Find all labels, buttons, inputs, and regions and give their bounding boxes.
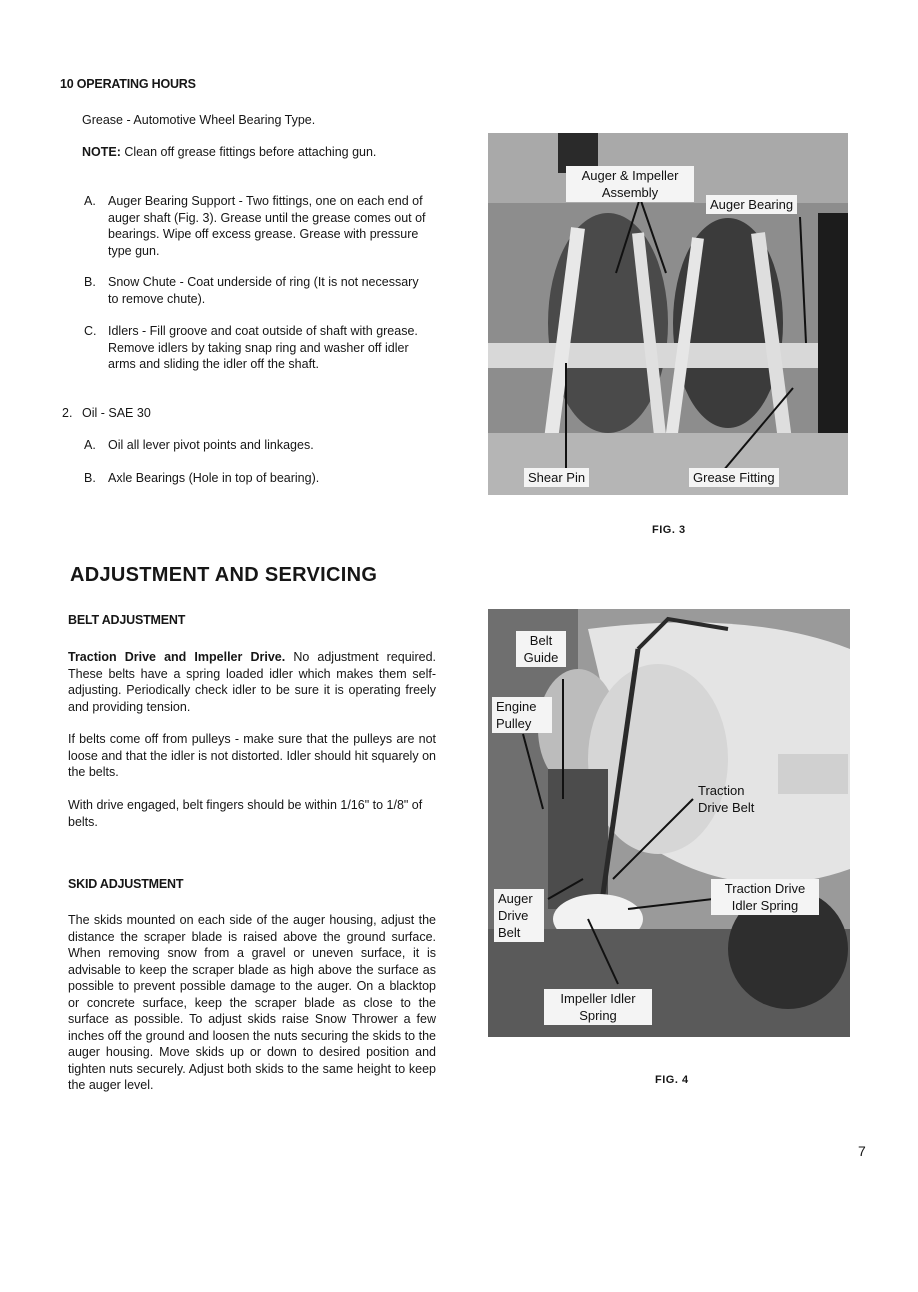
list-text: Auger Bearing Support - Two fittings, one on each end of auger shaft (Fig. 3). Grease until the grease comes out of bearings. Wipe off excess grease. Grease with pressure type gun.: [108, 194, 426, 258]
callout-grease-fitting: Grease Fitting: [689, 468, 779, 487]
list-item: [84, 274, 430, 307]
list-marker: 2.: [62, 406, 73, 420]
callout-engine-pulley: Engine Pulley: [492, 697, 552, 733]
belt-paragraph-3: With drive engaged, belt fingers should be within 1/16" to 1/8" of belts.: [68, 798, 423, 829]
list-marker: B.: [84, 275, 96, 289]
fig4-label: FIG. 4: [655, 1074, 689, 1086]
section-heading-operating-hours: 10 OPERATING HOURS: [60, 77, 196, 91]
list-item: [84, 323, 430, 373]
callout-impeller-idler-spring: Impeller Idler Spring: [544, 989, 652, 1025]
skid-paragraph: The skids mounted on each side of the auger housing, adjust the distance the scraper blade is raised above the ground surface. When removing snow from a gravel or uneven surface, it is advisable to keep the scraper blade as high above the surface as possible to prevent possible damage to the auger. On a blacktop or concrete surface, keep the scraper blade as close to the surface as possible. To adjust skids raise Snow Thrower a few inches off the ground and loosen the nuts securing the skids to the auger housing. Move skids up or down to desired position and tighten nuts securely. Adjust both skids to the same height to keep the auger level.: [68, 913, 436, 1092]
fig3-label: FIG. 3: [652, 524, 686, 536]
callout-auger-bearing: Auger Bearing: [706, 195, 797, 214]
callout-belt-guide: Belt Guide: [516, 631, 566, 667]
list-text: Axle Bearings (Hole in top of bearing).: [108, 471, 320, 485]
grease-line: Grease - Automotive Wheel Bearing Type.: [82, 113, 316, 127]
belt-adjustment-heading: BELT ADJUSTMENT: [68, 613, 186, 627]
page-number: 7: [858, 1143, 866, 1159]
note-label: NOTE:: [82, 145, 121, 159]
callout-auger-drive-belt: Auger Drive Belt: [494, 889, 544, 942]
belt-paragraph-text: No adjustment required. These belts have a spring loaded idler which makes them self-adjusting. Periodically check idler to be sure it is operating freely and providing tension.: [68, 650, 436, 714]
fig3-photo: [488, 133, 848, 495]
list-marker: A.: [84, 438, 96, 452]
skid-adjustment-heading: SKID ADJUSTMENT: [68, 877, 184, 891]
list-text: Oil - SAE 30: [82, 406, 151, 420]
note-text: Clean off grease fittings before attaching gun.: [124, 145, 377, 159]
list-item: [84, 437, 430, 454]
callout-traction-drive-idler-spring: Traction Drive Idler Spring: [711, 879, 819, 915]
list-marker: C.: [84, 324, 97, 338]
list-item: [84, 470, 430, 487]
belt-paragraph-2: If belts come off from pulleys - make sure that the pulleys are not loose and that the idler is not distorted. Idler should hit squarely on the belts.: [68, 732, 436, 779]
belt-paragraph-1: [68, 649, 436, 715]
oil-item: [62, 405, 362, 422]
callout-auger-impeller: Auger & Impeller Assembly: [566, 166, 694, 202]
list-text: Snow Chute - Coat underside of ring (It is not necessary to remove chute).: [108, 275, 419, 306]
fig4-drawing: [488, 609, 850, 1037]
list-text: Oil all lever pivot points and linkages.: [108, 438, 314, 452]
list-marker: B.: [84, 471, 96, 485]
note-paragraph: [82, 144, 430, 161]
list-marker: A.: [84, 194, 96, 208]
belt-paragraph-lead: Traction Drive and Impeller Drive.: [68, 650, 286, 664]
list-item: [84, 193, 430, 259]
fig4-photo: [488, 609, 850, 1037]
callout-shear-pin: Shear Pin: [524, 468, 589, 487]
section-title-adjustment: ADJUSTMENT AND SERVICING: [70, 564, 378, 586]
list-text: Idlers - Fill groove and coat outside of shaft with grease. Remove idlers by taking snap ring and washer off idler arms and sliding the idler off the shaft.: [108, 324, 418, 371]
callout-traction-drive-belt: Traction Drive Belt: [698, 783, 755, 815]
